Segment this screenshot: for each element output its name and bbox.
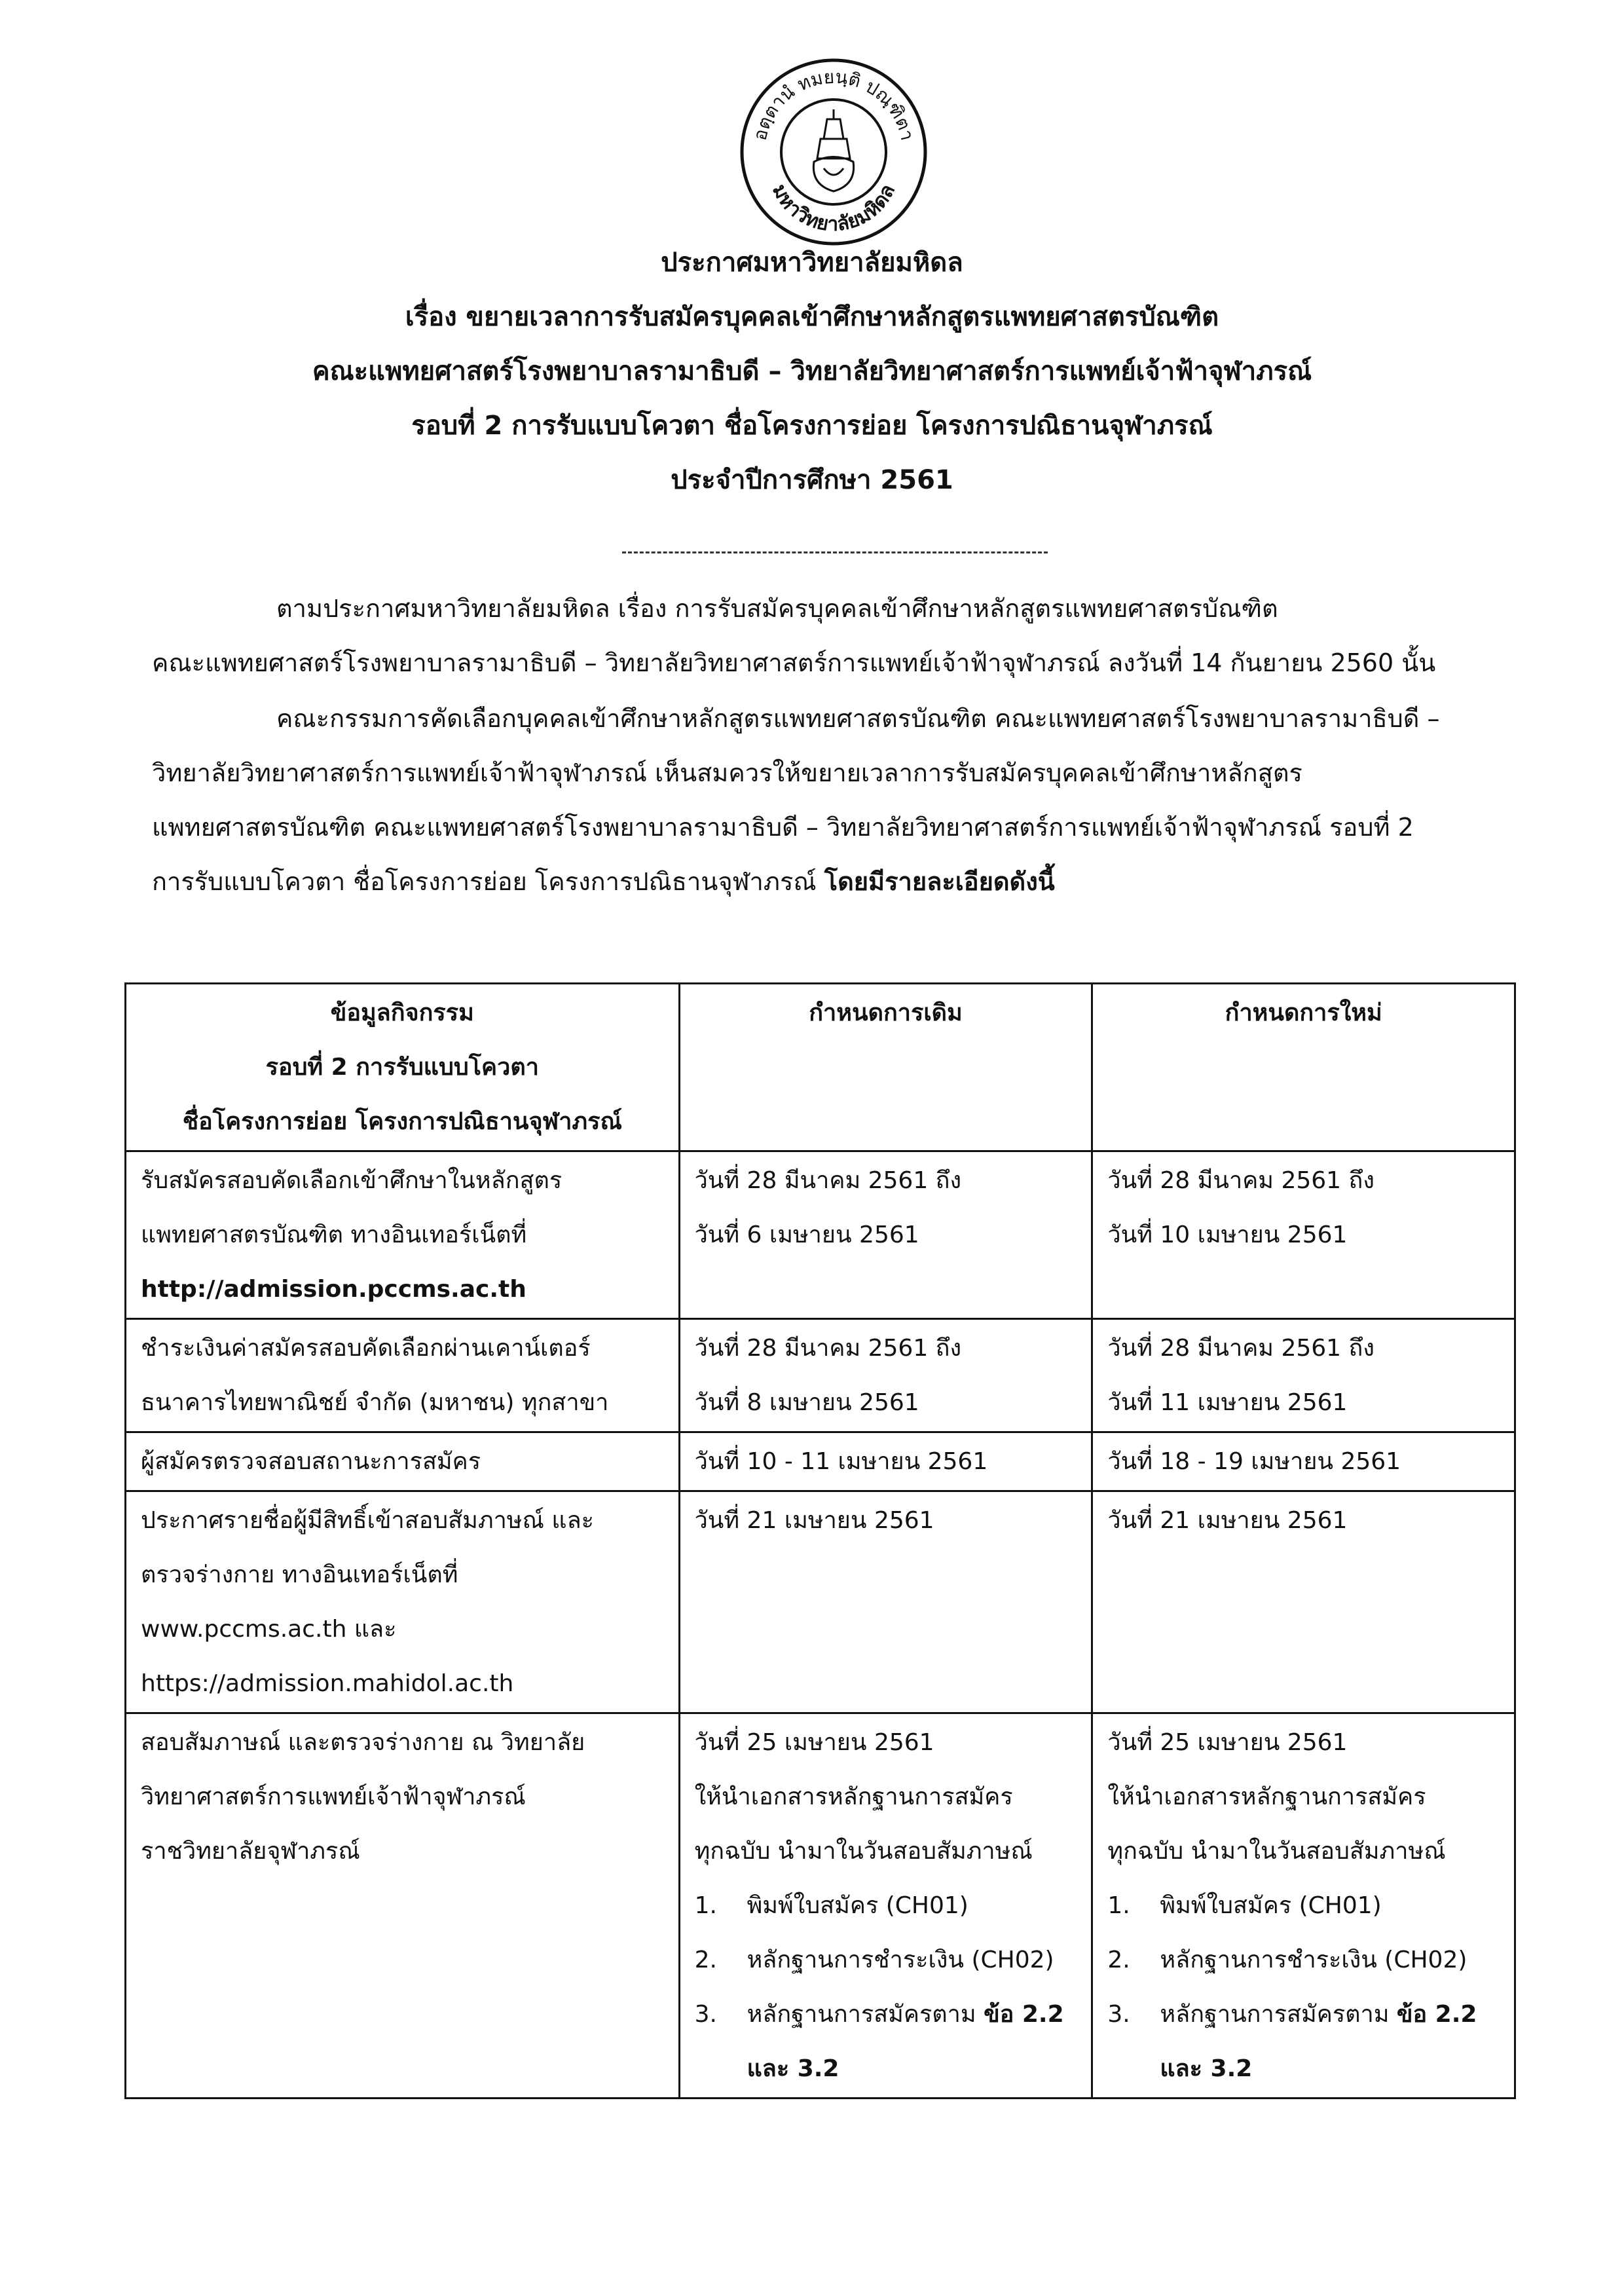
activity-cell xyxy=(126,1319,680,1432)
paragraph-2-line-4-bold: โดยมีรายละเอียดดังนี้ xyxy=(824,867,1055,896)
seal-crown-emblem xyxy=(813,109,853,191)
date-text: วันที่ 6 เมษายน 2561 xyxy=(694,1222,919,1248)
activity-text: ตรวจร่างกาย ทางอินเทอร์เน็ตที่ xyxy=(141,1561,458,1588)
original-date-cell xyxy=(679,1713,1092,2099)
list-text-bold: ข้อ 2.2 และ 3.2 xyxy=(1160,2001,1477,2082)
list-number: 3. xyxy=(1107,2001,1130,2028)
list-number: 2. xyxy=(1107,1947,1130,1973)
list-item xyxy=(695,1878,1077,1933)
list-item xyxy=(1107,1987,1500,2096)
paragraph-reference xyxy=(152,582,1514,690)
paragraph-2-line-4: การรับแบบโควตา ชื่อโครงการย่อย โครงการปณิธานจุฬาภรณ์ xyxy=(152,867,824,896)
list-text: หลักฐานการสมัครตาม xyxy=(747,2001,984,2028)
date-text: วันที่ 21 เมษายน 2561 xyxy=(1107,1507,1348,1534)
new-date-cell xyxy=(1092,1713,1515,2099)
header-line-1: ประกาศมหาวิทยาลัยมหิดล xyxy=(661,248,963,278)
website-url: https://admission.mahidol.ac.th xyxy=(141,1670,514,1697)
activity-text: ธนาคารไทยพาณิชย์ จำกัด (มหาชน) ทุกสาขา xyxy=(141,1389,609,1416)
table-row xyxy=(126,1319,1515,1432)
paragraph-2-line-3: แพทยศาสตรบัณฑิต คณะแพทยศาสตร์โรงพยาบาลรามาธิบดี – วิทยาลัยวิทยาศาสตร์การแพทย์เจ้าฟ้าจุฬาภรณ์ รอบที่ 2 xyxy=(152,813,1414,842)
list-item xyxy=(1107,1933,1500,1987)
date-text: วันที่ 10 - 11 เมษายน 2561 xyxy=(694,1448,988,1475)
table-row xyxy=(126,1432,1515,1491)
date-text: วันที่ 18 - 19 เมษายน 2561 xyxy=(1107,1448,1401,1475)
header-activity-line-1: ข้อมูลกิจกรรม xyxy=(330,999,474,1026)
new-date-cell xyxy=(1092,1432,1515,1491)
website-url: www.pccms.ac.th และ xyxy=(141,1616,397,1643)
new-date-cell xyxy=(1092,1319,1515,1432)
original-date-cell xyxy=(679,1151,1092,1319)
original-date-cell xyxy=(679,1432,1092,1491)
svg-text:อตฺตานํ ทมยนฺติ ปณฺฑิตา xyxy=(749,66,919,143)
schedule-table xyxy=(124,982,1516,2099)
date-text: วันที่ 25 เมษายน 2561 xyxy=(694,1729,934,1756)
list-number: 2. xyxy=(694,1947,717,1973)
required-documents-list xyxy=(1107,1878,1500,2096)
date-text: วันที่ 28 มีนาคม 2561 ถึง xyxy=(1107,1335,1375,1362)
header-line-4: รอบที่ 2 การรับแบบโควตา ชื่อโครงการย่อย โครงการปณิธานจุฬาภรณ์ xyxy=(411,411,1213,441)
header-activity xyxy=(126,984,680,1151)
date-text: วันที่ 8 เมษายน 2561 xyxy=(694,1389,919,1416)
list-item xyxy=(1107,1878,1500,1933)
date-text: วันที่ 11 เมษายน 2561 xyxy=(1107,1389,1348,1416)
list-item xyxy=(695,1933,1077,1987)
mahidol-university-seal xyxy=(739,54,929,248)
header-line-5: ประจำปีการศึกษา 2561 xyxy=(671,465,953,495)
date-text: วันที่ 28 มีนาคม 2561 ถึง xyxy=(694,1335,962,1362)
instruction-text: ทุกฉบับ นำมาในวันสอบสัมภาษณ์ xyxy=(694,1838,1033,1865)
list-item xyxy=(695,1987,1077,2096)
list-text-bold: ข้อ 2.2 และ 3.2 xyxy=(747,2001,1064,2082)
svg-text:มหาวิทยาลัยมหิดล xyxy=(767,181,900,236)
seal-bottom-text: มหาวิทยาลัยมหิดล xyxy=(767,180,900,236)
instruction-text: ให้นำเอกสารหลักฐานการสมัคร xyxy=(1107,1783,1426,1810)
paragraph-2-line-2: วิทยาลัยวิทยาศาสตร์การแพทย์เจ้าฟ้าจุฬาภรณ์ เห็นสมควรให้ขยายเวลาการรับสมัครบุคคลเข้าศึกษาหลักสูตร xyxy=(152,758,1302,787)
date-text: วันที่ 10 เมษายน 2561 xyxy=(1107,1222,1348,1248)
date-text: วันที่ 28 มีนาคม 2561 ถึง xyxy=(1107,1167,1375,1194)
instruction-text: ให้นำเอกสารหลักฐานการสมัคร xyxy=(694,1783,1013,1810)
header-line-2: เรื่อง ขยายเวลาการรับสมัครบุคคลเข้าศึกษาหลักสูตรแพทยศาสตรบัณฑิต xyxy=(405,302,1219,332)
seal-top-text: อตฺตานํ ทมยนฺติ ปณฺฑิตา xyxy=(748,65,919,143)
header-line-3: คณะแพทยศาสตร์โรงพยาบาลรามาธิบดี – วิทยาลัยวิทยาศาสตร์การแพทย์เจ้าฟ้าจุฬาภรณ์ xyxy=(312,356,1312,386)
activity-cell xyxy=(126,1151,680,1319)
header-activity-line-3: ชื่อโครงการย่อย โครงการปณิธานจุฬาภรณ์ xyxy=(182,1108,622,1135)
paragraph-decision xyxy=(152,692,1514,909)
header-original-schedule: กำหนดการเดิม xyxy=(679,984,1092,1151)
activity-text: ประกาศรายชื่อผู้มีสิทธิ์เข้าสอบสัมภาษณ์ และ xyxy=(141,1507,594,1534)
activity-text: วิทยาศาสตร์การแพทย์เจ้าฟ้าจุฬาภรณ์ xyxy=(141,1783,526,1810)
activity-text: แพทยศาสตรบัณฑิต ทางอินเทอร์เน็ตที่ xyxy=(141,1222,527,1248)
new-date-cell xyxy=(1092,1151,1515,1319)
paragraph-1-line-2: คณะแพทยศาสตร์โรงพยาบาลรามาธิบดี – วิทยาลัยวิทยาศาสตร์การแพทย์เจ้าฟ้าจุฬาภรณ์ ลงวันที่ 14 กันยายน 2560 นั้น xyxy=(152,648,1436,677)
header-new-schedule: กำหนดการใหม่ xyxy=(1092,984,1515,1151)
dashed-divider xyxy=(622,551,1048,553)
activity-text: สอบสัมภาษณ์ และตรวจร่างกาย ณ วิทยาลัย xyxy=(141,1729,585,1756)
list-number: 1. xyxy=(1107,1892,1130,1919)
date-text: วันที่ 28 มีนาคม 2561 ถึง xyxy=(694,1167,962,1194)
list-text: พิมพ์ใบสมัคร (CH01) xyxy=(747,1892,969,1919)
paragraph-1-line-1: ตามประกาศมหาวิทยาลัยมหิดล เรื่อง การรับสมัครบุคคลเข้าศึกษาหลักสูตรแพทยศาสตรบัณฑิต xyxy=(276,594,1278,623)
list-number: 3. xyxy=(694,2001,717,2028)
list-text: พิมพ์ใบสมัคร (CH01) xyxy=(1160,1892,1382,1919)
paragraph-2-line-1: คณะกรรมการคัดเลือกบุคคลเข้าศึกษาหลักสูตรแพทยศาสตรบัณฑิต คณะแพทยศาสตร์โรงพยาบาลรามาธิบดี – xyxy=(276,704,1440,733)
required-documents-list xyxy=(695,1878,1077,2096)
list-number: 1. xyxy=(694,1892,717,1919)
application-url: http://admission.pccms.ac.th xyxy=(141,1276,526,1303)
table-row xyxy=(126,1151,1515,1319)
header-activity-line-2: รอบที่ 2 การรับแบบโควตา xyxy=(265,1054,539,1081)
table-row xyxy=(126,1713,1515,2099)
date-text: วันที่ 25 เมษายน 2561 xyxy=(1107,1729,1348,1756)
announcement-header xyxy=(0,236,1624,508)
activity-text: ราชวิทยาลัยจุฬาภรณ์ xyxy=(141,1838,360,1865)
activity-text: ผู้สมัครตรวจสอบสถานะการสมัคร xyxy=(141,1448,481,1475)
list-text: หลักฐานการชำระเงิน (CH02) xyxy=(747,1947,1054,1973)
new-date-cell xyxy=(1092,1491,1515,1713)
table-header-row xyxy=(126,984,1515,1151)
instruction-text: ทุกฉบับ นำมาในวันสอบสัมภาษณ์ xyxy=(1107,1838,1446,1865)
activity-cell xyxy=(126,1432,680,1491)
list-text: หลักฐานการชำระเงิน (CH02) xyxy=(1160,1947,1467,1973)
activity-cell xyxy=(126,1713,680,2099)
list-text: หลักฐานการสมัครตาม xyxy=(1160,2001,1397,2028)
original-date-cell xyxy=(679,1491,1092,1713)
table-row xyxy=(126,1491,1515,1713)
activity-text: รับสมัครสอบคัดเลือกเข้าศึกษาในหลักสูตร xyxy=(141,1167,563,1194)
activity-text: ชำระเงินค่าสมัครสอบคัดเลือกผ่านเคาน์เตอร์ xyxy=(141,1335,591,1362)
original-date-cell xyxy=(679,1319,1092,1432)
date-text: วันที่ 21 เมษายน 2561 xyxy=(694,1507,934,1534)
activity-cell xyxy=(126,1491,680,1713)
